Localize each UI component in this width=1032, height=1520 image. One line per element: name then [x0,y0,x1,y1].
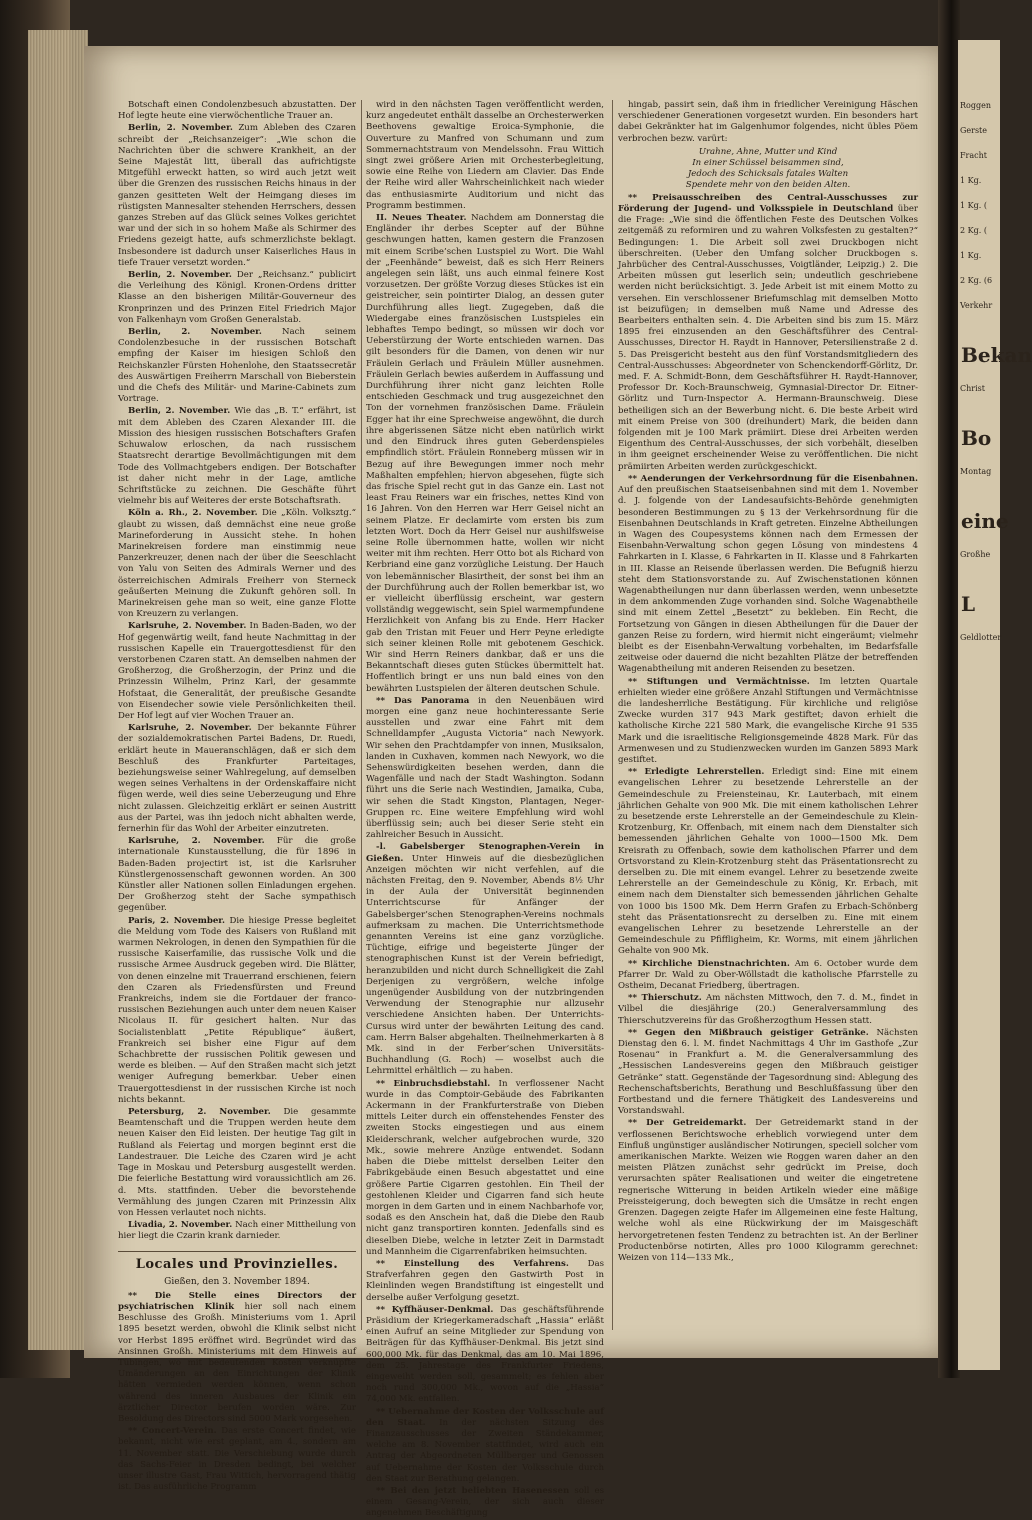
article-heading: Livadia, 2. November. [128,1220,233,1231]
article-heading: Paris, 2. November. [128,915,226,926]
book-gutter [938,0,960,1378]
article-heading: Berlin, 2. November. [128,327,262,338]
article-text: hier soll nach einem Beschlusse des Großh. Ministeriums vom 1. April 1895 besetzt werden, obwohl die Klinik selbst nicht vor Herbst 1895 eröffnet wird. Begründet wird das Ansinnen Großh. Ministeriums mit dem Hinweis auf Tübingen, wo mit bedeutenden Kosten verknüpfte Umänderungen an den Einrichtungen der Klinik hätten vermieden werden können, wenn schon während des inneren Ausbaues der Klinik ein ärztlicher Director berufen worden wäre. Zur Besoldung des Directors sind 5000 Mark vorgesehen. [118,1301,356,1424]
article-text: In der nächsten Sitzung des Finanzausschusses der Zweiten Ständekammer, welche am 8. November stattfindet, wird auch ein Antrag der Abgeordneten Müllberger und Genossen auf Uebernahme der Kosten der Volksschule durch den Staat zur Berathung gelangen. [366,1417,604,1484]
facing-page-text: 1 Kg. [960,176,982,185]
article-paragraph [366,1305,604,1406]
article-paragraph [618,1118,918,1264]
article-paragraph [618,193,918,473]
article-paragraph [118,1220,356,1242]
facing-page-text: L [961,592,976,616]
article-paragraph [618,767,918,957]
poem-line: Spendete mehr von den beiden Alten. [685,179,851,190]
dateline: Gießen, den 3. November 1894. [164,1276,310,1287]
article-text: Nachdem am Donnerstag die Engländer ihr derbes Scepter auf der Bühne geschwungen hatten, kamen gestern die Franzosen mit einem Scribe’schen Lustspiel zu Wort. Die Wahl der „Feenhände“ beweist, daß es sich Herr Reiners angelegen sein läßt, uns auch einmal feinere Kost vorzusetzen. Der größte Vorzug dieses Stückes ist ein geistreicher, sein pointirter Dialog, an dessen guter Durchführung alles liegt. Zugegeben, daß die Wiedergabe eines französischen Lustspieles ein lebhaftes Tempo bedingt, so müssen wir doch vor Ueberstürzung der Worte entschieden warnen. Das gilt besonders für die Damen, von denen wir nur Fräulein Gerlach und Fräulein Müller ausnehmen. Fräulein Gerlach bewies außerdem in Auffassung und Durchführung ihrer nicht ganz leichten Rolle entschieden Geschmack und trug ausgezeichnet den Ton der vornehmen französischen Dame. Fräulein Egger hat ihr eine Sprechweise angewöhnt, die durch ihre abgerissenen Sätze nicht eben natürlich wirkt und den Eindruck ihres guten Geberdenspieles empfindlich stört. Fräulein Ronneberg müssen wir in Bezug auf ihre Bewegungen immer noch mehr Maßhalten empfehlen; hiervon abgesehen, fügte sich das frische Spiel recht gut in das Ganze ein. Last not least Frau Reiners war ein frisches, nettes Kind von 16 Jahren. Von den Herren war Herr Geisel nicht an seinem Platze. Er declamirte vom ersten bis zum letzten Wort. Doch da Herr Geisel nur aushilfsweise seine Rolle übernommen hatte, wollen wir nicht weiter mit ihm rechten. Herr Otto bot als Richard von Kerbriand eine ganz vorzügliche Leistung. Der Hauch von lebemännischer Blasirtheit, der sonst bei ihm an der Durchführung auch der Rollen bemerkbar ist, wo er vielleicht überflüssig erscheint, war gestern vollständig weggewischt, sein Spiel warmempfundene Herzlichkeit von Anfang bis zu Ende. Herr Hacker gab den Tristan mit Feuer und Herr Peyne erledigte sich seiner kleinen Rolle mit gebotenem Geschick. Wir sind Herrn Reiners dankbar, daß er uns die Bekanntschaft dieses guten Stückes übermittelt hat. Hoffentlich bringt er uns nun bald eines von den bewährten Lustspielen der älteren deutschen Schule. [366,213,604,694]
section-heading: Locales und Provinzielles. [118,1251,356,1274]
article-heading: ** Aenderungen der Verkehrsordnung für die Eisenbahnen. [628,473,918,484]
article-text: Im letzten Quartale erhielten wieder eine größere Anzahl Stiftungen und Vermächtnisse die landesherrliche Bestätigung. Für kirchliche und religiöse Zwecke wurden 317 943 Mark gestiftet; davon erhielt die katholische Kirche 221 580 Mark, die evangelische Kirche 91 535 Mark und die israelitische Religionsgemeinde 4828 Mark. Für das Armenwesen und zu Studienzwecken wurden im Ganzen 5893 Mark gestiftet. [618,676,918,765]
article-paragraph [366,1259,604,1304]
article-heading: ** Das Panorama [376,695,470,706]
article-paragraph [118,1291,356,1425]
article-heading: ** Thierschutz. [628,993,702,1004]
facing-page-text: Geldlotter [960,633,1002,642]
article-paragraph [618,959,918,993]
column-2 [366,100,605,1519]
article-paragraph [618,100,918,145]
article-paragraph [118,1426,356,1493]
facing-page-text: 1 Kg. [960,251,982,260]
article-text: über die Frage: „Wie sind die öffentlichen Feste des Deutschen Volkes zeitgemäß zu reformiren und zu wahren Volksfesten zu gestalten?“ Bedingungen: 1. Die Arbeit soll zwei Druckbogen nicht überschreiten. (Ueber den Umfang solcher Druckbogen s. Jahrbücher des Central-Ausschusses, Voigtländer, Leipzig.) 2. Die Arbeiten müssen gut leserlich sein; undeutlich geschriebene werden nicht berücksichtigt. 3. Jede Arbeit ist mit einem Motto zu versehen. Ein verschlossener Briefumschlag mit demselben Motto ist beizufügen; in demselben muß Name und Adresse des Bearbeiters enthalten sein. 4. Die Arbeiten sind bis zum 15. März 1895 frei einzusenden an den Geschäftsführer des Central-Ausschusses, Director H. Raydt in Hannover, Petersilienstraße 2 d. 5. Das Preisgericht besteht aus den fünf Vorstandsmitgliedern des Central-Ausschusses: Abgeordneter von Schenckendorff-Görlitz, Dr. med. F. A. Schmidt-Bonn, dem Geschäftsführer H. Raydt-Hannover, Professor Dr. Koch-Braunschweig, Gymnasial-Director Dr. Eitner-Görlitz und Turn-Inspector A. Hermann-Braunschweig. Diese betheiligen sich an der Bewerbung nicht. 6. Die beste Arbeit wird mit einem Preise von 300 (dreihundert) Mark, die beiden dann folgenden mit je 100 Mark prämiirt. Diese drei Arbeiten werden Eigenthum des Central-Ausschusses, der sich vorbehält, dieselben in ihm geeignet erscheinender Weise zu veröffentlichen. Die nicht prämiirten Arbeiten werden zurückgeschickt. [618,204,919,472]
article-paragraph [366,842,604,1077]
article-heading: Karlsruhe, 2. November. [128,621,247,632]
article-text: hingab, passirt sein, daß ihm in friedlicher Vereinigung Häschen verschiedener Generationen vorgesetzt wurden. Ein besonders hart dabei Gekränkter hat im Galgenhumor folgendes, nicht übles Pöem verbrochen bezw. varürt: [618,100,918,144]
facing-page-text: Gerste [960,126,988,135]
facing-page-text: Bo [961,426,992,450]
poem [618,147,918,191]
article-heading: ** Der Getreidemarkt. [628,1118,747,1129]
article-heading: Berlin, 2. November. [128,406,231,417]
article-text: Das erste Concert findet, wie bekannt, nicht wie erst geplant, am 4., sondern am 11. November statt. Die Verschiebung wurde durch das Sachs-Feier in Dresden bedingt, bei welcher unser illustre Gast, Frau Wittich, hervorragend thätig ist. Das ausführliche Programm [118,1426,357,1493]
facing-page-text: 2 Kg. (6 [960,276,993,285]
article-text: Die gesammte Beamtenschaft und die Truppen werden heute dem neuen Kaiser den Eid leisten. Der heutige Tag gilt in Rußland als Feiertag und morgen beginnt erst die Landestrauer. Die Leiche des Czaren wird je acht Tage in Moskau und Petersburg ausgestellt werden. Die feierliche Bestattung wird voraussichtlich am 26. d. Mts. stattfinden. Ueber die bevorstehende Vermählung des jungen Czaren mit Prinzessin Alix von Hessen verlautet noch nichts. [118,1107,356,1218]
article-heading: Berlin, 2. November. [128,123,233,134]
facing-page-text: Bekan [961,343,1032,367]
facing-page-text: Fracht [960,151,987,160]
article-paragraph [618,1028,918,1118]
article-heading: ** Preisausschreiben des Central-Ausschusses zur Förderung der Jugend- und Volksspiele in Deutschland [618,192,918,215]
article-text: In verflossener Nacht wurde in das Comptoir-Gebäude des Fabrikanten Ackermann in der Frankfurterstraße von Dieben mittels Leiter durch ein offenstehendes Fenster des zweiten Stocks eingestiegen und aus einem Kleiderschrank, welcher aufgebrochen wurde, 320 Mk., sowie mehrere Anzüge entwendet. Sodann haben die Diebe mittelst derselben Leiter den Fabrikgebäude einen Besuch abgestattet und eine größere Partie Cigarren gestohlen. Ein Theil der gestohlenen Kleider und Cigarren fand sich heute morgen in dem Garten und in einem Nachbarhofe vor, sodaß es den Anschein hat, daß die Diebe den Raub nicht ganz transportiren konnten. Jedenfalls sind es dieselben Diebe, welche in letzter Zeit in Darmstadt und Mannheim die Cigarrenfabriken heimsuchten. [366,1078,604,1257]
article-heading: ** Bei den jetzt beliebten Hasenessen [376,1485,570,1496]
article-heading: ** Uebernahme der Kosten der Volksschule auf den Staat. [366,1406,604,1428]
article-heading: Petersburg, 2. November. [128,1107,271,1118]
article-text: Die hiesige Presse begleitet die Meldung vom Tode des Kaisers von Rußland mit warmen Nekrologen, in denen den Sympathien für die russische Kaiserfamilie, das russische Volk und die russische Armee Ausdruck gegeben wird. Die Blätter, von denen einzelne mit Trauerrand erschienen, feiern den Czaren als Friedensfürsten und Freund Frankreichs, indem sie die Fortdauer der franco-russischen Beziehungen auch unter dem neuen Kaiser Nicolaus II. für gesichert halten. Nur das Socialistenblatt „Petite République“ äußert, Frankreich sei bisher eine Figur auf dem Schachbrette der russischen Politik gewesen und werde es bleiben. — Auf den Straßen macht sich jetzt weniger Aufregung bemerkbar. Ueber einen Trauergottesdienst in der russischen Kirche ist noch nichts bekannt. [118,915,356,1105]
article-text: Unter Hinweis auf die diesbezüglichen Anzeigen möchten wir nicht verfehlen, auf die nächsten Freitag, den 9. November, Abends 8½ Uhr in der Aula der Universität beginnenden Unterrichtscurse für Anfänger der Gabelsberger’schen Stenographen-Vereins nochmals aufmerksam zu machen. Die Unterrichtsmethode genannten Vereins ist eine ganz vorzügliche. Tüchtige, eifrige und begeisterte Jünger der stenographischen Kunst ist der Verein befriedigt, heranzubilden und nicht durch Schnelligkeit die Zahl Derjenigen zu vergrößern, welche infolge ungenügender Ausbildung von der nutzbringenden Verwendung der Stenographie nur allzusehr verschiedene Ansichten haben. Der Unterrichts-Cursus wird unter der bewährten Leitung des cand. cam. Herrn Balser abgehalten. Theilnehmerkarten à 8 Mk. sind in der Ferber’schen Universitäts-Buchhandlung (G. Roch) — woselbst auch die Lehrmittel erhältlich — zu haben. [366,853,605,1077]
poem-line: Jedoch des Schicksals fatales Walten [687,168,849,179]
article-text: Die „Köln. Volksztg.“ glaubt zu wissen, daß demnächst eine neue große Marineforderung in Aussicht stehe. In hohen Marinekreisen fordere man einstimmig neue Panzerkreuzer, denen nach der über die Seeschlacht von Yalu von Seiten des Admirals Werner und des österreichischen Admirals Freiherr von Sterneck geäußerten Meinung die Zukunft gehören soll. In Marinekreisen gehe man so weit, eine ganze Flotte von Kreuzern zu verlangen. [118,508,356,620]
facing-page-text: Christ [960,384,985,393]
article-text: Wie das „B. T.“ erfährt, ist mit dem Ableben des Czaren Alexander III. die Mission des hiesigen russischen Botschafters Grafen Schuwalow erloschen, da nach russischem Staatsrecht derartige Bevollmächtigungen mit dem Tode des Vollmachtgebers endigen. Der Botschafter ist daher nicht mehr in der Lage, amtliche Schriftstücke zu zeichnen. Die Geschäfte führt vielmehr bis auf Weiteres der erste Botschaftsrath. [118,406,356,507]
facing-page-text: Roggen [960,101,991,110]
article-paragraph [618,677,918,767]
article-paragraph [366,213,604,695]
article-paragraph [366,1079,604,1258]
facing-page-text: Großhe [960,550,991,559]
article-text: Nächsten Dienstag den 6. l. M. findet Nachmittags 4 Uhr im Gasthofe „Zur Rosenau“ in Frankfurt a. M. die Generalversammlung des „Hessischen Landesvereins gegen den Mißbrauch geistiger Getränke“ statt. Gegenstände der Tagesordnung sind: Ablegung des Rechenschaftsberichts, Berathung und Beschlußfassung über den Fortbestand und die fernere Thätigkeit des Landesvereins und Vorstandswahl. [618,1027,918,1117]
article-text: Zum Ableben des Czaren schreibt der „Reichsanzeiger“: „Wie schon die Nachrichten über die schwere Krankheit, an der Seine Majestät litt, überall das aufrichtigste Mitgefühl erweckt hatten, so wird auch jetzt weit über die Grenzen des russischen Reichs hinaus in der ganzen gesitteten Welt der Heimgang dieses im rüstigsten Mannesalter stehenden Herrschers, dessen ganzes Streben auf das Glück seines Volkes gerichtet war und der sich in so hohem Maße als Schirmer des Friedens gezeigt hatte, aufs schmerzlichste beklagt. Insbesondere ist dadurch unser Kaiserliches Haus in tiefe Trauer versetzt worden.“ [118,123,357,268]
facing-page-text: 1 Kg. ( [960,201,987,210]
article-heading: Köln a. Rh., 2. November. [128,508,258,519]
article-paragraph [118,270,356,326]
article-paragraph [118,723,356,835]
article-heading: ** Einbruchsdiebstahl. [376,1078,491,1089]
article-text: Erledigt sind: Eine mit einem evangelischen Lehrer zu besetzende Lehrerstelle an der Gemeindeschule zu Freiensteinau, Kr. Lauterbach, mit einem jährlichen Gehalte von 900 Mk. Die mit einem katholischen Lehrer zu besetzende erste Lehrerstelle an der Gemeindeschule zu Klein-Krotzenburg, Kr. Offenbach, mit einem nach dem Dienstalter sich bemessenden jährlichen Gehalte von 1000—1500 Mk. Dem Kreisrath zu Offenbach, sowie dem katholischen Pfarrer und dem Ortsvorstand zu Klein-Krotzenburg steht das Präsentationsrecht zu derselben zu. Die mit einem evangel. Lehrer zu besetzende zweite Lehrerstelle an der Gemeindeschule zu König, Kr. Erbach, mit einem nach dem Dienstalter sich bemessenden jährlichen Gehalte von 1000 bis 1500 Mk. Dem Herrn Grafen zu Erbach-Schönberg steht das Präsentationsrecht zu derselben zu. Eine mit einem evangelischen Lehrer zu besetzende Lehrerstelle an der Gemeindeschule zu Pfiffligheim, Kr. Worms, mit einem jährlichen Gehalte von 900 Mk. [618,767,918,957]
article-heading: ** Kirchliche Dienstnachrichten. [628,958,790,969]
article-text: Der „Reichsanz.“ publicirt die Verleihung des Königl. Kronen-Ordens dritter Klasse an den bisherigen Militär-Gouverneur des Kronprinzen und des Prinzen Eitel Friedrich Major von Falkenhayn vom Großen Generalstab. [118,270,356,325]
article-heading: ** Concert-Verein. [128,1426,217,1437]
article-paragraph [618,474,918,676]
article-paragraph [366,100,604,212]
article-text: Nach einer Mittheilung von hier liegt die Czarin krank darnieder. [118,1220,357,1242]
article-paragraph [118,916,356,1106]
article-text: Das geschäftsführende Präsidium der Kriegerkameradschaft „Hassia“ erläßt einen Aufruf an seine Mitglieder zur Spendung von Beiträgen für das Kyffhäuser-Denkmal. Bis jetzt sind 600,000 Mk. für das Denkmal, das am 10. Mai 1896, dem 25. Jahrestage des Frankfurter Friedens, eingeweiht werden soll, gesammelt; es fehlen aber noch rund 300,000 Mk., wovon auf die „Hassia“ 74,000 Mk. entfallen. [366,1304,605,1405]
article-text: Auf den preußischen Staatseisenbahnen sind mit dem 1. November d. J. folgende von der Landesaufsichts-Behörde genehmigten besonderen Bestimmungen zu § 13 der Verkehrsordnung für die Eisenbahnen Deutschlands in Kraft getreten. Einzelne Abtheilungen in Wagen des Coupesystems können nach dem Ermessen der Eisenbahn-Verwaltung schon gegen Lösung von mindestens 4 Fahrkarten in I. Klasse, 6 Fahrkarten in II. Klasse und 8 Fahrkarten in III. Klasse an Reisende überlassen werden. Die Befugniß hierzu steht dem Stationsvorstande zu. Auf Zwischenstationen können Wagenabtheilungen nur dann überlassen werden, wenn unbesetzte in dem ankommenden Zuge vorhanden sind. Solche Wagenabtheile sind mit einem Zettel „Besetzt“ zu bekleben. Ein Recht, die Fortsetzung von Gängen in diesen Abtheilungen für die Dauer der ganzen Reise zu fordern, wird hiermit nicht eingeräumt; vielmehr bleibt es der Eisenbahn-Verwaltung vorbehalten, im Bedarfsfalle zeitweise oder dauernd die nicht bezahlten Plätze der betreffenden Wagenabtheilung mit anderen Reisenden zu besetzen. [618,485,918,675]
article-text: wird in den nächsten Tagen veröffentlicht werden, kurz angedeutet enthält dasselbe an Orchesterwerken Beethovens gewaltige Eroica-Symphonie, die Ouverture zu Manfred von Schumann und zum Sommernachtstraum von Mendelssohn. Frau Wittich singt zwei größere Arien mit Orchesterbegleitung, sowie eine Reihe von Liedern am Clavier. Das Ende der Reihe wird aller Wahrscheinlichkeit nach wieder das enthusiasmirte Auditorium und nicht das Programm bestimmen. [366,100,604,211]
article-heading: Karlsruhe, 2. November. [128,723,252,734]
article-heading: ** Erledigte Lehrerstellen. [628,767,765,778]
column-1 [118,100,357,1493]
article-text: In Baden-Baden, wo der Hof gegenwärtig weilt, fand heute Nachmittag in der russischen Kapelle ein Trauergottesdienst für den verstorbenen Czaren statt. An demselben nahmen der Großherzog, die Großherzogin, der Prinz und die Prinzessin Wilhelm, Prinz Karl, der gesammte Hofstaat, die Generalität, der preußische Gesandte von Eisendecher sowie viele Persönlichkeiten theil. Der Hof legt auf vier Wochen Trauer an. [118,621,356,721]
column-divider [361,100,362,1330]
article-heading: ** Einstellung des Verfahrens. [376,1258,569,1269]
article-heading: ** Gegen den Mißbrauch geistiger Getränke. [628,1027,869,1038]
article-text: Am nächsten Mittwoch, den 7. d. M., findet in Vilbel die diesjährige (20.) Generalversammlung des Thierschutzvereins für das Großherzogthum Hessen statt. [618,993,919,1026]
article-heading: Berlin, 2. November. [128,270,232,281]
article-paragraph [618,993,918,1027]
article-heading: ** Die Stelle eines Directors der psychiatrischen Klinik [118,1290,356,1312]
article-paragraph [118,621,356,722]
article-paragraph [118,100,356,122]
article-paragraph [118,836,356,914]
article-heading: Karlsruhe, 2. November. [128,836,265,847]
article-text: in den Neuenbäuen wird morgen eine ganz neue hochinteressante Serie ausstellen und zwar eine Fahrt mit dem Schnelldampfer „Augusta Victoria“ nach Newyork. Wir sehen den Prachtdampfer von innen, Musiksalon, landen in Cuxhaven, kommen nach Newyork, wo die Sehenswürdigkeiten besehen werden, dann die Wagenfälle und nach der Stadt Washington. Sodann führt uns die Serie nach Westindien, Jamaika, Cuba, wir sehen die Stadt Kingston, Plantagen, Neger-Gruppen rc. Eine weitere Empfehlung wird wohl überflüssig sein; auch bei dieser Serie steht ein zahlreicher Besuch in Aussicht. [366,695,605,841]
article-text: Botschaft einen Condolenzbesuch abzustatten. Der Hof legte heute eine vierwöchentliche Trauer an. [118,100,356,122]
article-text: Der Getreidemarkt stand in der verflossenen Berichtswoche erheblich vorwiegend unter dem Einfluß ungünstiger ausländischer Notirungen, speciell solcher vom amerikanischen Markte. Weizen wie Roggen waren daher an den meisten Plätzen zunächst sehr gedrückt im Preise, doch verursachten später Realisationen und weiter die eingetretene regnerische Witterung in beiden Artikeln wieder eine mäßige Preissteigerung, doch bewegten sich die Umsätze in recht engen Grenzen. Dagegen zeigte Hafer im Allgemeinen eine feste Haltung, welche wohl als eine Rückwirkung der im Maisgeschäft hervorgetretenen festen Tendenz zu betrachten ist. An der Berliner Productenbörse notirten, Alles pro 1000 Kilogramm gerechnet: Weizen von 114—133 Mk., [618,1118,918,1263]
column-divider [612,100,613,1330]
poem-line: In einer Schüssel beisammen sind, [692,157,844,168]
article-paragraph [118,508,356,620]
facing-page-fragment [958,40,1032,1370]
column-3 [618,100,918,1340]
article-paragraph [366,696,604,842]
facing-page-text: eine [961,509,1009,533]
facing-page-text: 2 Kg. ( [960,226,987,235]
facing-page-text: Montag [960,467,992,476]
article-text: Für die große internationale Kunstausstellung, die für 1896 in Baden-Baden projectirt ist, ist die Karlsruher Künstlergenossenschaft gewonnen worden. An 300 Künstler aller Nationen sollen Einladungen ergehen. Der Großherzog steht der Sache sympathisch gegenüber. [118,836,357,914]
poem-line: Urahne, Ahne, Mutter und Kind [698,146,838,157]
facing-page-text: Verkehr [960,301,993,310]
article-paragraph [118,406,356,507]
article-text: Am 6. October wurde dem Pfarrer Dr. Wald zu Ober-Wöllstadt die katholische Pfarrstelle zu Ostheim, Decanat Friedberg, übertragen. [618,958,919,992]
article-paragraph [118,1107,356,1219]
article-heading: ** Kyffhäuser-Denkmal. [376,1304,494,1315]
article-heading: -l. Gabelsberger Stenographen-Verein in Gießen. [366,842,604,864]
article-text: Der bekannte Führer der sozialdemokratischen Partei Badens, Dr. Ruedi, erklärt heute in Maueranschlägen, daß er sich dem Beschluß des Frankfurter Parteitages, beziehungsweise seiner Wahlregelung, auf demselben wegen seines Verhaltens in der Ordenskaffaire nicht fügen werde, weil dies seine Ueberzeugung und Ehre nicht zulassen. Gleichzeitig erklärt er seinen Austritt aus der Partei, was ihn jedoch nicht abhalten werde, fernerhin für das Wohl der Arbeiter einzutreten. [118,723,356,834]
article-paragraph [118,123,356,269]
article-paragraph [118,327,356,405]
article-paragraph [366,1407,604,1485]
page-edges [28,30,88,1350]
article-paragraph [366,1486,604,1520]
article-heading: II. Neues Theater. [376,213,467,224]
article-text: soll es einem Gesang-Verein, der sich auch dieser angenehmen Beschäftigung [366,1485,604,1519]
article-text: Nach seinem Condolenzbesuche in der russischen Botschaft empfing der Kaiser im hiesigen Schloß den Reichskanzler Fürsten Hohenlohe, den Staatssecretär des Auswärtigen Freiherrn Marschall von Bieberstein und die Chefs des Militär- und Marine-Cabinets zum Vortrage. [118,327,356,405]
article-text: Das Strafverfahren gegen den Gastwirth Post in Kleinlinden wegen Brandstiftung ist eingestellt und derselbe außer Verfolgung gesetzt. [366,1258,604,1303]
article-heading: ** Stiftungen und Vermächtnisse. [628,676,810,687]
